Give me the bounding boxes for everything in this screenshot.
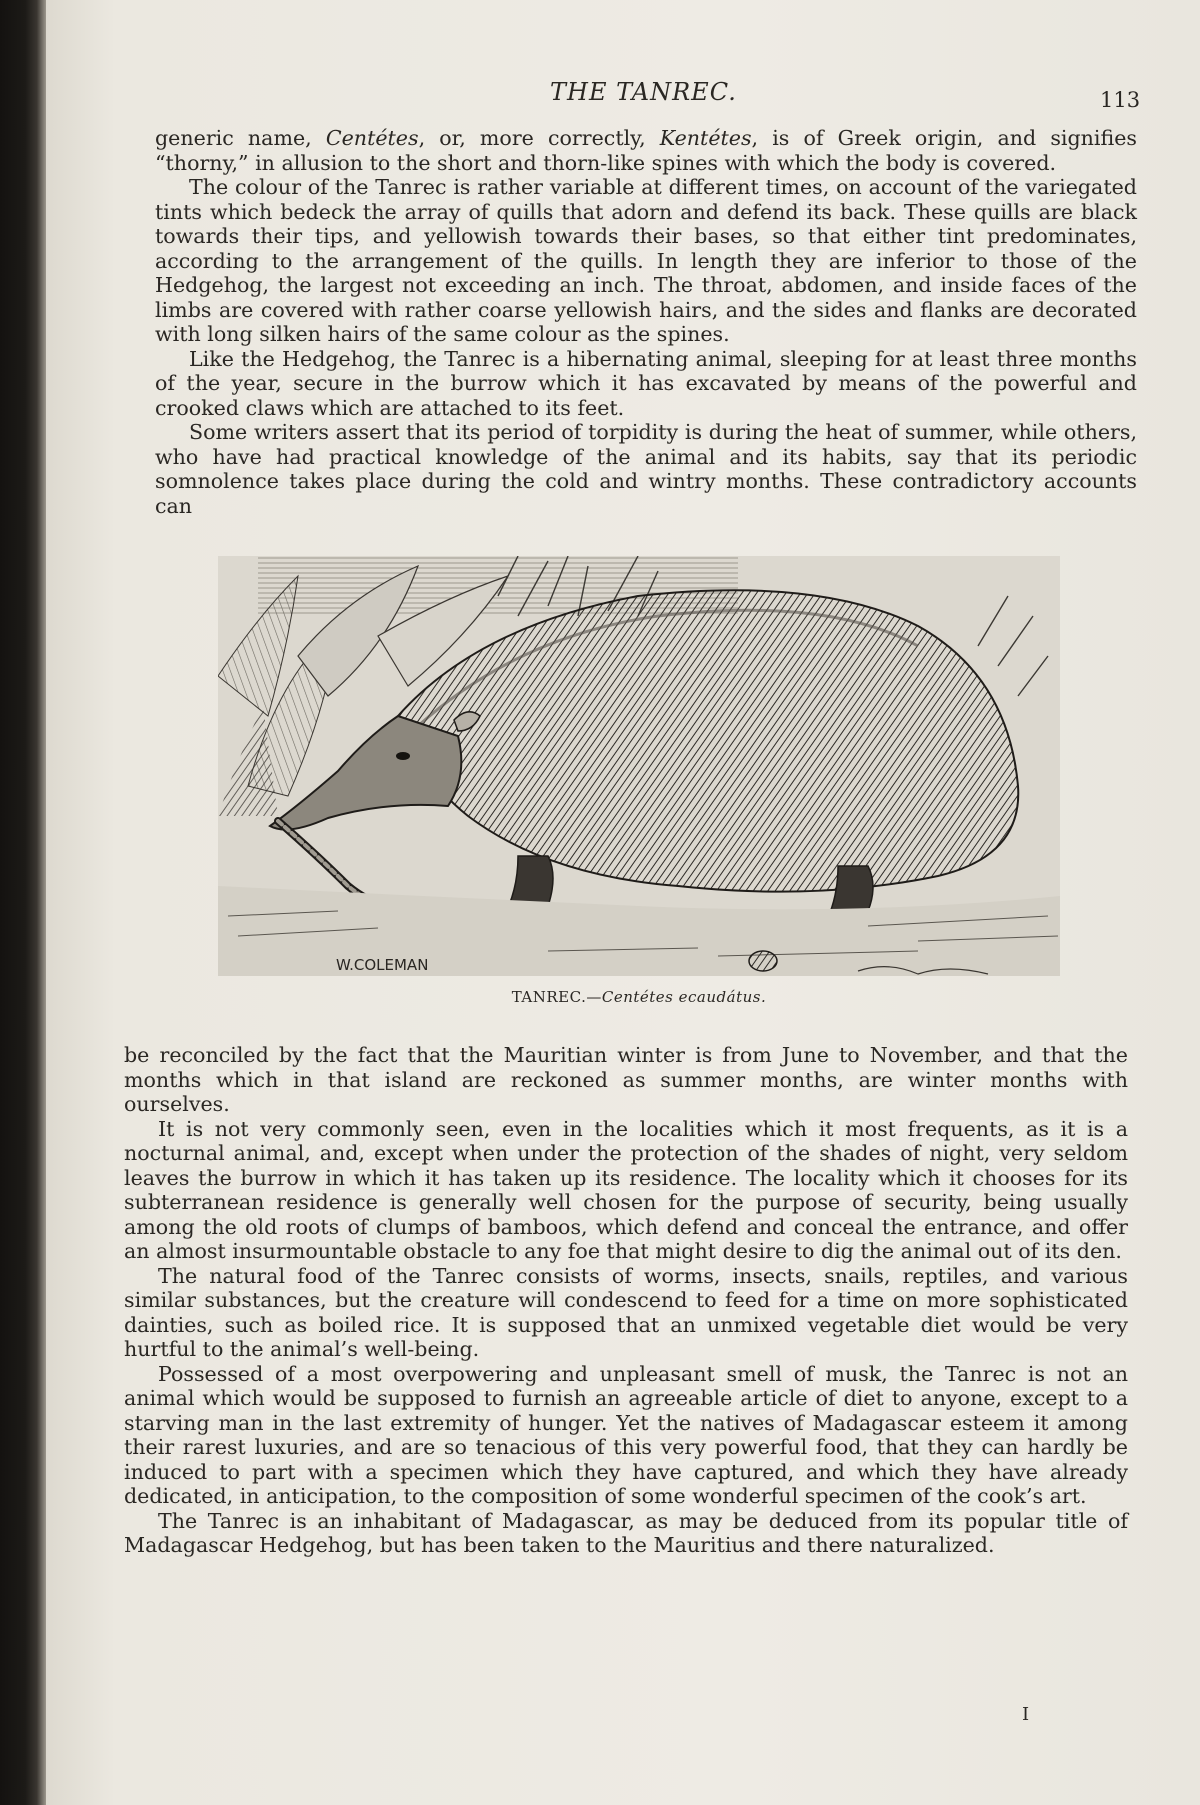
genus-name-alt: Kentétes: [659, 126, 752, 150]
book-spine-shadow: [0, 0, 46, 1805]
genus-name: Centétes: [325, 126, 419, 150]
page-number: 113: [1100, 88, 1141, 112]
signature-mark: I: [1022, 1704, 1030, 1725]
tanrec-engraving: [218, 556, 1060, 988]
paragraph: It is not very commonly seen, even in the localities which it most frequents, as it is a nocturnal animal, and, except when under the protection of the shades of night, very seldom leaves the burrow in which it has taken up its residence. The locality which it chooses for its subterranean residence is generally well chosen for the purpose of security, being usually among the old roots of clumps of bamboos, which defend and conceal the entrance, and offer an almost insurmountable obstacle to any foe that might desire to dig the animal out of its den.: [124, 1116, 1128, 1263]
caption-scientific-name: Centétes ecaudátus.: [601, 988, 767, 1006]
engraver-signature: W.COLEMAN: [336, 956, 429, 974]
paragraph: Possessed of a most overpowering and unpleasant smell of musk, the Tanrec is not an animal which would be supposed to furnish an agreeable article of diet to anyone, except to a starving man in the last extremity of hunger. Yet the natives of Madagascar esteem it among their rarest luxuries, and are so tenacious of this very powerful food, that they can hardly be induced to part with a specimen which they have captured, and which they have already dedicated, in anticipation, to the composition of some wonderful specimen of the cook’s art.: [124, 1361, 1128, 1508]
body-text-top: [155, 126, 1137, 518]
paragraph-continued: be reconciled by the fact that the Mauritian winter is from June to November, and that the months which in that island are reckoned as summer months, are winter months with ourselves.: [124, 1043, 1128, 1116]
paragraph: The colour of the Tanrec is rather variable at different times, on account of the variegated tints which bedeck the array of quills that adorn and defend its back. These quills are black towards their tips, and yellowish towards their bases, so that either tint predominates, according to the arrangement of the quills. In length they are inferior to those of the Hedgehog, the largest not exceeding an inch. The throat, abdomen, and inside faces of the limbs are covered with rather coarse yellowish hairs, and the sides and flanks are decorated with long silken hairs of the same colour as the spines.: [155, 175, 1137, 346]
paragraph: The natural food of the Tanrec consists of worms, insects, snails, reptiles, and various similar substances, but the creature will condescend to feed for a time on more sophisticated dainties, such as boiled rice. It is supposed that an unmixed vegetable diet would be very hurtful to the animal’s well-being.: [124, 1263, 1128, 1361]
paragraph: Like the Hedgehog, the Tanrec is a hibernating animal, sleeping for at least three months of the year, secure in the burrow which it has excavated by means of the powerful and crooked claws which are attached to its feet.: [155, 346, 1137, 420]
running-title: THE TANREC.: [550, 78, 737, 106]
paragraph: The Tanrec is an inhabitant of Madagascar, as may be deduced from its popular title of Madagascar Hedgehog, but has been taken to the Mauritius and there naturalized.: [124, 1508, 1128, 1557]
paragraph: Some writers assert that its period of torpidity is during the heat of summer, while others, who have had practical knowledge of the animal and its habits, say that its periodic somnolence takes place during the cold and wintry months. These contradictory accounts can: [155, 420, 1137, 518]
figure-caption: TANREC.—Centétes ecaudátus.: [511, 988, 767, 1006]
caption-name: TANREC.: [511, 988, 587, 1006]
paragraph-continued: generic name, Centétes, or, more correctly, Kentétes, is of Greek origin, and signifies “thorny,” in allusion to the short and thorn-like spines with which the body is covered.: [155, 126, 1137, 175]
body-text-bottom: [124, 1043, 1128, 1558]
